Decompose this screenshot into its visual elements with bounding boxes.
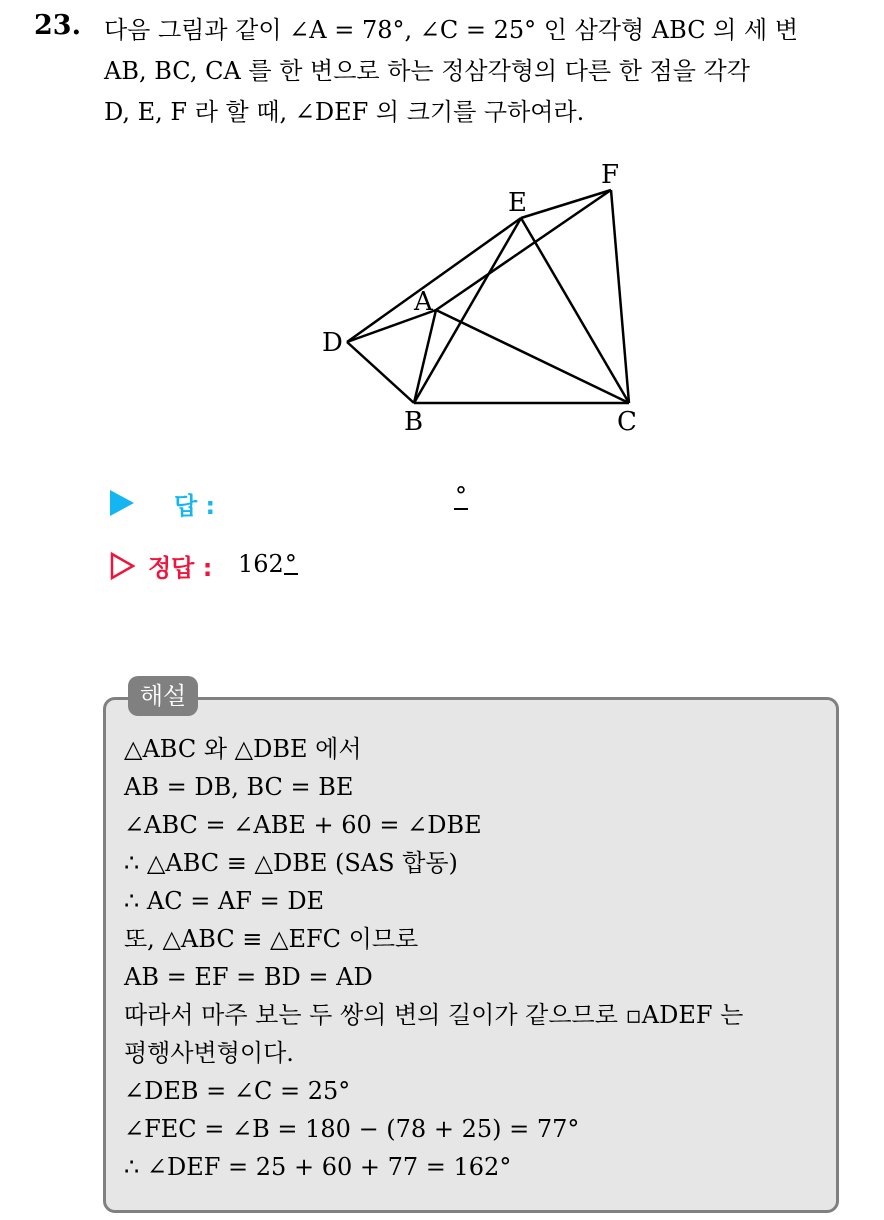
label-F: F xyxy=(601,160,620,190)
solution-line: 평행사변형이다. xyxy=(124,1039,294,1067)
label-D: D xyxy=(322,328,343,358)
solution-line: ∴ AC = AF = DE xyxy=(124,887,325,915)
solution-body xyxy=(124,730,836,1186)
outline-triangle-icon xyxy=(110,552,136,580)
solution-line: ∠DEB = ∠C = 25° xyxy=(124,1077,351,1105)
problem-line: 다음 그림과 같이 ∠A = 78°, ∠C = 25° 인 삼각형 ABC 의 세 변 xyxy=(104,16,798,44)
correct-answer-row xyxy=(110,548,610,584)
problem-line: AB, BC, CA 를 한 변으로 하는 정삼각형의 다른 한 점을 각각 xyxy=(104,57,750,85)
segment-EC xyxy=(521,218,629,403)
problem-statement xyxy=(104,10,859,133)
label-B: B xyxy=(404,407,424,437)
solution-line: ∴ ∠DEF = 25 + 60 + 77 = 162° xyxy=(124,1153,512,1181)
segment-AB xyxy=(414,310,436,403)
solution-line: ∠ABC = ∠ABE + 60 = ∠DBE xyxy=(124,811,482,839)
solution-line: △ABC 와 △DBE 에서 xyxy=(124,735,362,763)
solution-line: AB = DB, BC = BE xyxy=(124,773,354,801)
figure-svg xyxy=(320,155,650,440)
solution-tag: 해설 xyxy=(128,676,198,716)
correct-unit: ° xyxy=(284,550,297,578)
solution-line: 또, △ABC ≡ △EFC 이므로 xyxy=(124,925,419,953)
correct-number: 162 xyxy=(238,550,284,578)
answer-label: 답 : xyxy=(174,492,216,520)
segment-EF xyxy=(521,190,611,218)
problem-number: 23. xyxy=(34,10,81,41)
label-C: C xyxy=(617,407,637,437)
problem-line: D, E, F 라 할 때, ∠DEF 의 크기를 구하여라. xyxy=(104,98,585,126)
label-E: E xyxy=(508,188,527,218)
label-A: A xyxy=(414,287,433,317)
correct-value xyxy=(238,550,298,578)
segment-CA xyxy=(436,310,629,403)
solution-line: ∴ △ABC ≡ △DBE (SAS 합동) xyxy=(124,849,458,877)
answer-row xyxy=(110,482,610,522)
segment-DB xyxy=(347,342,414,403)
answer-blank[interactable]: ° xyxy=(455,482,467,510)
solution-line: AB = EF = BD = AD xyxy=(124,963,373,991)
geometry-figure xyxy=(320,155,650,440)
segment-FC xyxy=(611,190,629,403)
play-triangle-icon xyxy=(110,490,134,516)
correct-label: 정답 : xyxy=(148,554,213,582)
solution-line: 따라서 마주 보는 두 쌍의 변의 길이가 같으므로 ▫ADEF 는 xyxy=(124,1001,744,1029)
solution-line: ∠FEC = ∠B = 180 − (78 + 25) = 77° xyxy=(124,1115,580,1143)
